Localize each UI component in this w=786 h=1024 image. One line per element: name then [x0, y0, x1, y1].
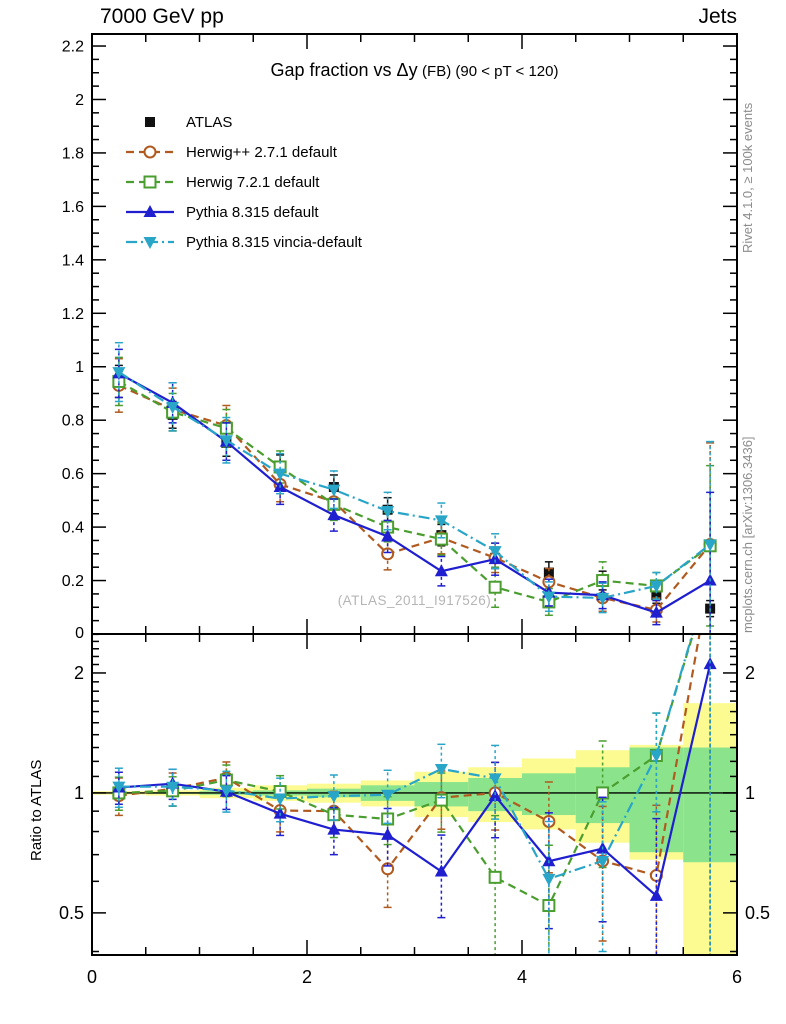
series-line-herwig-2-7-1-default: [119, 385, 710, 609]
plot-title: [92, 60, 737, 81]
svg-text:2.2: 2.2: [61, 38, 84, 56]
svg-text:2: 2: [745, 662, 756, 683]
svg-text:1: 1: [73, 782, 84, 803]
svg-text:1.6: 1.6: [61, 198, 84, 216]
svg-text:1: 1: [75, 359, 84, 377]
svg-text:0.5: 0.5: [58, 902, 84, 923]
legend-item-herwig-2-7-1-default: [124, 137, 362, 167]
svg-text:0.6: 0.6: [61, 466, 84, 484]
svg-text:0: 0: [86, 967, 98, 987]
svg-text:1.2: 1.2: [61, 305, 84, 323]
ratio-uncertainty-bands: [92, 703, 737, 1024]
svg-text:2: 2: [73, 662, 84, 683]
legend-label: ATLAS: [186, 113, 233, 131]
main-panel-series: [112, 343, 716, 669]
analysis-watermark: (ATLAS_2011_I917526): [337, 593, 492, 608]
svg-text:6: 6: [731, 967, 743, 987]
legend-item-pythia-8-315-vincia-default: [124, 227, 362, 257]
svg-text:0.8: 0.8: [61, 412, 84, 430]
ratio-axis-label: Ratio to ATLAS: [28, 759, 45, 861]
legend-label: Pythia 8.315 default: [186, 203, 319, 221]
svg-text:2: 2: [75, 91, 84, 109]
legend-item-atlas: [124, 107, 362, 137]
series-line-pythia-8-315-default: [119, 373, 710, 612]
legend-label: Herwig++ 2.7.1 default: [186, 143, 337, 161]
series-line-herwig-7-2-1-default: [119, 381, 710, 601]
svg-text:1.8: 1.8: [61, 145, 84, 163]
series-pythia-8-315-default: [112, 349, 716, 668]
mcplots-citation-note: mcplots.cern.ch [arXiv:1306.3436]: [740, 436, 755, 633]
legend-label: Herwig 7.2.1 default: [186, 173, 320, 191]
svg-text:0.4: 0.4: [61, 519, 84, 537]
svg-text:0: 0: [75, 625, 84, 642]
series-pythia-8-315-vincia-default: [112, 442, 716, 1024]
series-atlas: [114, 365, 715, 616]
series-herwig-7-2-1-default: [113, 357, 715, 626]
legend-marker-herwig-7-2-1-default: [124, 173, 176, 191]
svg-text:1.4: 1.4: [61, 252, 84, 270]
legend-marker-atlas: [124, 113, 176, 131]
legend-item-pythia-8-315-default: [124, 197, 362, 227]
series-line-pythia-8-315-vincia-default: [119, 372, 710, 598]
series-legend: [124, 107, 362, 257]
legend-marker-pythia-8-315-default: [124, 203, 176, 221]
series-herwig-2-7-1-default: [113, 444, 715, 1024]
plot-title-main: Gap fraction vs Δy: [270, 60, 418, 80]
svg-text:1: 1: [745, 782, 756, 803]
process-label: Jets: [698, 5, 737, 28]
ratio-panel-series: [112, 442, 716, 1024]
svg-text:2: 2: [301, 967, 313, 987]
legend-item-herwig-7-2-1-default: [124, 167, 362, 197]
svg-text:0.2: 0.2: [61, 573, 84, 591]
legend-marker-pythia-8-315-vincia-default: [124, 233, 176, 251]
legend-label: Pythia 8.315 vincia-default: [186, 233, 362, 251]
plot-title-cut: (FB) (90 < pT < 120): [422, 63, 559, 80]
legend-marker-herwig-2-7-1-default: [124, 143, 176, 161]
svg-text:0.5: 0.5: [745, 902, 771, 923]
generator-version-note: Rivet 4.1.0, ≥ 100k events: [740, 102, 755, 253]
svg-text:4: 4: [516, 967, 528, 987]
beam-label: 7000 GeV pp: [100, 5, 224, 28]
